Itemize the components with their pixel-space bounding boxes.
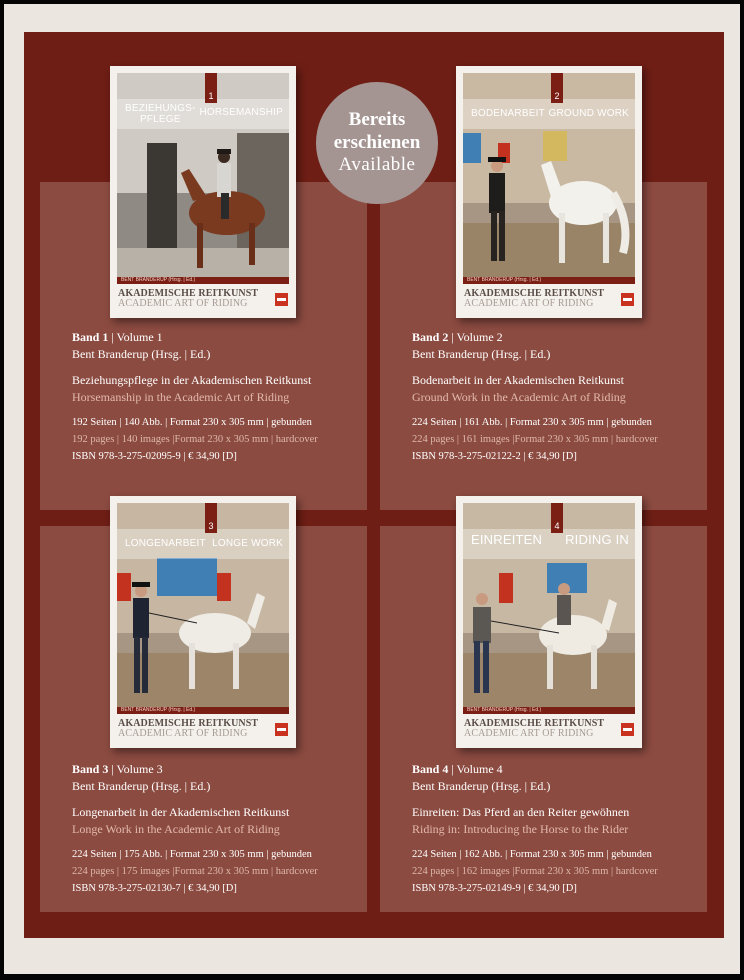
- available-badge: [316, 82, 438, 204]
- cover-photo-rider-on-chestnut-horse: [117, 73, 289, 277]
- meta-de: 224 Seiten | 161 Abb. | Format 230 x 305 mm | gebunden: [412, 417, 652, 428]
- cover-editor: BENT BRANDERUP (Hrsg. | Ed.): [117, 277, 289, 284]
- badge-line-3: Available: [338, 154, 416, 175]
- band-line: Band 3 | Volume 3: [72, 762, 163, 776]
- catalog-panel: [24, 32, 724, 938]
- cover-series-de: AKADEMISCHE REITKUNST: [464, 718, 605, 729]
- volume-marker: 2: [551, 73, 563, 103]
- cover-photo-handler-with-white-horse: [463, 73, 635, 277]
- cover-editor: BENT BRANDERUP (Hrsg. | Ed.): [463, 707, 635, 714]
- badge-line-2: erschienen: [333, 132, 421, 153]
- cover-series-en: ACADEMIC ART OF RIDING: [118, 298, 248, 309]
- title-de: Beziehungspflege in der Akademischen Reitkunst: [72, 373, 312, 387]
- isbn-price: ISBN 978-3-275-02130-7 | € 34,90 [D]: [72, 883, 237, 894]
- author: Bent Branderup (Hrsg. | Ed.): [72, 779, 211, 793]
- band-line: Band 2 | Volume 2: [412, 330, 503, 344]
- title-de: Longenarbeit in der Akademischen Reitkunst: [72, 805, 290, 819]
- title-de: Bodenarbeit in der Akademischen Reitkunst: [412, 373, 624, 387]
- meta-en: 224 pages | 162 images |Format 230 x 305 mm | hardcover: [412, 866, 658, 877]
- title-en: Ground Work in the Academic Art of Riding: [412, 390, 626, 404]
- cover-title-de: BEZIEHUNGS- PFLEGE: [125, 103, 196, 125]
- volume-marker: 4: [551, 503, 563, 533]
- isbn-price: ISBN 978-3-275-02122-2 | € 34,90 [D]: [412, 451, 577, 462]
- cover-title-de: LONGENARBEIT: [125, 538, 206, 549]
- meta-en: 192 pages | 140 images |Format 230 x 305 mm | hardcover: [72, 434, 318, 445]
- book-cover-2[interactable]: [456, 66, 642, 318]
- book-cover-4[interactable]: [456, 496, 642, 748]
- book-info-1: [72, 329, 362, 465]
- cover-series-en: ACADEMIC ART OF RIDING: [464, 298, 594, 309]
- book-info-3: [72, 761, 362, 897]
- book-info-4: [412, 761, 702, 897]
- cover-title-band: [117, 529, 289, 559]
- author: Bent Branderup (Hrsg. | Ed.): [72, 347, 211, 361]
- band-line: Band 1 | Volume 1: [72, 330, 163, 344]
- publisher-logo-icon: [621, 723, 634, 736]
- band-line: Band 4 | Volume 4: [412, 762, 503, 776]
- title-en: Riding in: Introducing the Horse to the Rider: [412, 822, 629, 836]
- volume-marker: 3: [205, 503, 217, 533]
- meta-de: 224 Seiten | 175 Abb. | Format 230 x 305 mm | gebunden: [72, 849, 312, 860]
- publisher-logo-icon: [275, 293, 288, 306]
- book-cover-1[interactable]: [110, 66, 296, 318]
- cover-series-en: ACADEMIC ART OF RIDING: [118, 728, 248, 739]
- author: Bent Branderup (Hrsg. | Ed.): [412, 779, 551, 793]
- cover-photo-longe-work: [117, 503, 289, 707]
- cover-photo-riding-in: [463, 503, 635, 707]
- isbn-price: ISBN 978-3-275-02095-9 | € 34,90 [D]: [72, 451, 237, 462]
- meta-en: 224 pages | 161 images |Format 230 x 305 mm | hardcover: [412, 434, 658, 445]
- cover-title-en: HORSEMANSHIP: [199, 107, 283, 118]
- cover-editor: BENT BRANDERUP (Hrsg. | Ed.): [117, 707, 289, 714]
- cover-title-en: LONGE WORK: [212, 538, 283, 549]
- meta-en: 224 pages | 175 images |Format 230 x 305 mm | hardcover: [72, 866, 318, 877]
- cover-series-de: AKADEMISCHE REITKUNST: [118, 288, 259, 299]
- cover-title-band: [463, 99, 635, 129]
- cover-series-de: AKADEMISCHE REITKUNST: [464, 288, 605, 299]
- cover-title-en: GROUND WORK: [548, 108, 629, 119]
- title-en: Horsemanship in the Academic Art of Riding: [72, 390, 290, 404]
- volume-marker: 1: [205, 73, 217, 103]
- meta-de: 192 Seiten | 140 Abb. | Format 230 x 305 mm | gebunden: [72, 417, 312, 428]
- cover-title-band: [463, 529, 635, 559]
- page-frame: [4, 4, 740, 974]
- author: Bent Branderup (Hrsg. | Ed.): [412, 347, 551, 361]
- meta-de: 224 Seiten | 162 Abb. | Format 230 x 305 mm | gebunden: [412, 849, 652, 860]
- cover-title-band: [117, 99, 289, 129]
- cover-title-de: BODENARBEIT: [471, 108, 545, 119]
- cover-editor: BENT BRANDERUP (Hrsg. | Ed.): [463, 277, 635, 284]
- cover-series-en: ACADEMIC ART OF RIDING: [464, 728, 594, 739]
- badge-line-1: Bereits: [348, 109, 406, 130]
- cover-title-en: RIDING IN: [565, 532, 629, 547]
- isbn-price: ISBN 978-3-275-02149-9 | € 34,90 [D]: [412, 883, 577, 894]
- publisher-logo-icon: [275, 723, 288, 736]
- cover-title-de: EINREITEN: [471, 532, 543, 547]
- publisher-logo-icon: [621, 293, 634, 306]
- title-en: Longe Work in the Academic Art of Riding: [72, 822, 280, 836]
- book-cover-3[interactable]: [110, 496, 296, 748]
- cover-series-de: AKADEMISCHE REITKUNST: [118, 718, 259, 729]
- book-info-2: [412, 329, 702, 465]
- title-de: Einreiten: Das Pferd an den Reiter gewöhnen: [412, 805, 630, 819]
